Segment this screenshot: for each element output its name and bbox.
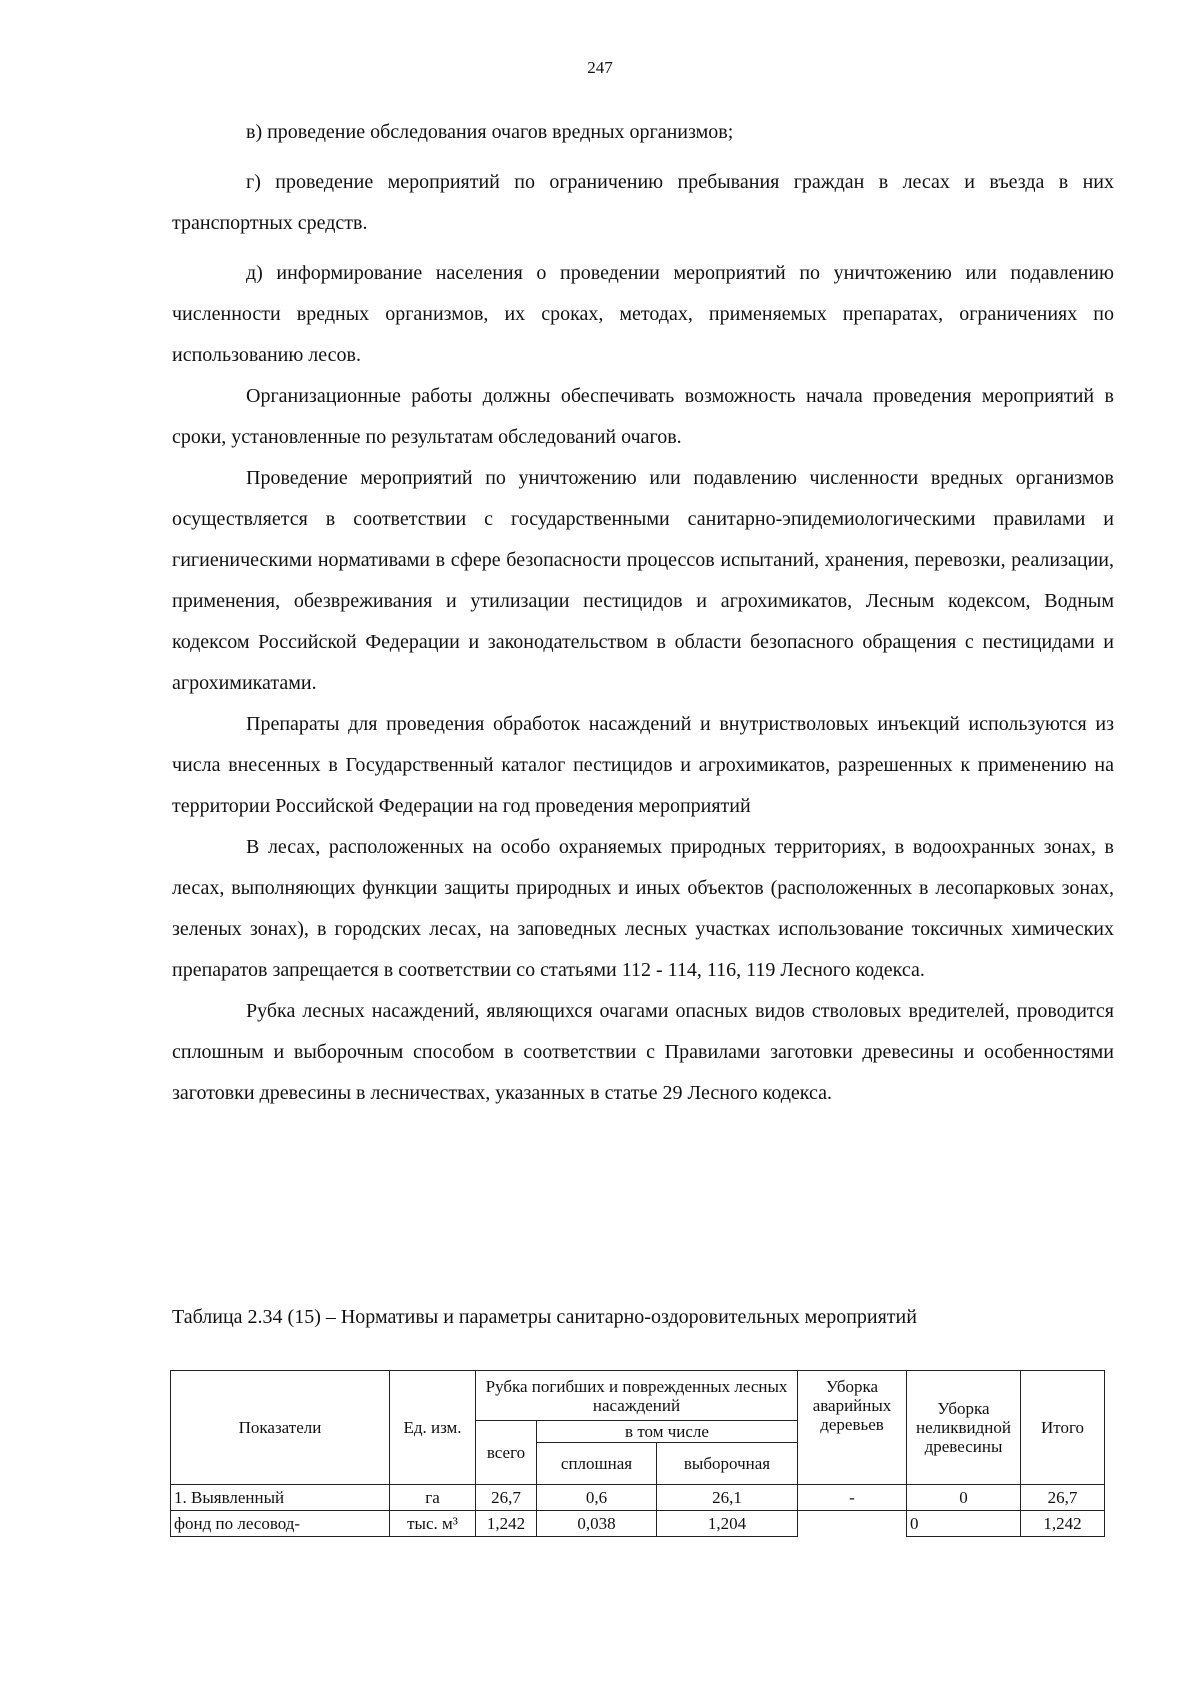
- cell-clear: 0,038: [537, 1511, 657, 1537]
- header-selective: выборочная: [657, 1443, 798, 1485]
- cell-total: 26,7: [1021, 1485, 1105, 1511]
- cell-illiquid: 0: [907, 1485, 1021, 1511]
- cell-emergency: [798, 1511, 907, 1537]
- cell-clear: 0,6: [537, 1485, 657, 1511]
- header-total: Итого: [1021, 1371, 1105, 1485]
- header-including: в том числе: [537, 1421, 798, 1443]
- header-emergency: Уборка аварийных деревьев: [798, 1371, 907, 1485]
- paragraph: Организационные работы должны обеспечивать возможность начала проведения мероприятий в сроки, установленные по результатам обследований очагов.: [172, 385, 1114, 448]
- cell-selective: 26,1: [657, 1485, 798, 1511]
- paragraph: Препараты для проведения обработок насаждений и внутристволовых инъекций используются из числа внесенных в Государственный каталог пестицидов и агрохимикатов, разрешенных к применению на территории Российской Федерации на год проведения мероприятий: [172, 713, 1114, 817]
- table-caption: Таблица 2.34 (15) – Нормативы и параметры санитарно-оздоровительных мероприятий: [172, 1306, 917, 1328]
- cell-total-sub: 1,242: [476, 1511, 537, 1537]
- table-row: [171, 1511, 1105, 1537]
- paragraph: В лесах, расположенных на особо охраняемых природных территориях, в водоохранных зонах, в лесах, выполняющих функции защиты природных и иных объектов (расположенных в лесопарковых зонах, зеленых зонах), в городских лесах, на заповедных лесных участках использование токсичных химических препаратов запрещается в соответствии со статьями 112 - 114, 116, 119 Лесного кодекса.: [172, 836, 1114, 981]
- header-total-sub: всего: [476, 1421, 537, 1485]
- header-illiquid: Уборка неликвидной древесины: [907, 1371, 1021, 1485]
- cell-selective: 1,204: [657, 1511, 798, 1537]
- cell-total: 1,242: [1021, 1511, 1105, 1537]
- cell-indicator: фонд по лесовод-: [171, 1511, 390, 1537]
- paragraph: в) проведение обследования очагов вредных организмов;: [246, 121, 734, 143]
- cell-unit: тыс. м³: [390, 1511, 476, 1537]
- paragraph: г) проведение мероприятий по ограничению пребывания граждан в лесах и въезда в них транспортных средств.: [172, 171, 1114, 234]
- cell-indicator: 1. Выявленный: [171, 1485, 390, 1511]
- norms-table: [170, 1370, 1105, 1537]
- cell-unit: га: [390, 1485, 476, 1511]
- header-clear: сплошная: [537, 1443, 657, 1485]
- header-unit: Ед. изм.: [390, 1371, 476, 1485]
- cell-illiquid: 0: [907, 1511, 1021, 1537]
- cell-total-sub: 26,7: [476, 1485, 537, 1511]
- header-indicator: Показатели: [171, 1371, 390, 1485]
- paragraph: Проведение мероприятий по уничтожению или подавлению численности вредных организмов осуществляется в соответствии с государственными санитарно-эпидемиологическими правилами и гигиеническими нормативами в сфере безопасности процессов испытаний, хранения, перевозки, реализации, применения, обезвреживания и утилизации пестицидов и агрохимикатов, Лесным кодексом, Водным кодексом Российской Федерации и законодательством в области безопасного обращения с пестицидами и агрохимикатами.: [172, 467, 1114, 694]
- paragraph: Рубка лесных насаждений, являющихся очагами опасных видов стволовых вредителей, проводится сплошным и выборочным способом в соответствии с Правилами заготовки древесины и особенностями заготовки древесины в лесничествах, указанных в статье 29 Лесного кодекса.: [172, 1000, 1114, 1104]
- cell-emergency: -: [798, 1485, 907, 1511]
- header-felling-group: Рубка погибших и поврежденных лесных насаждений: [476, 1371, 798, 1421]
- body-text: [172, 112, 1114, 1114]
- page-number: 247: [587, 58, 613, 77]
- table-row: [171, 1485, 1105, 1511]
- paragraph: д) информирование населения о проведении мероприятий по уничтожению или подавлению численности вредных организмов, их сроках, методах, применяемых препаратах, ограничениях по использованию лесов.: [172, 262, 1114, 366]
